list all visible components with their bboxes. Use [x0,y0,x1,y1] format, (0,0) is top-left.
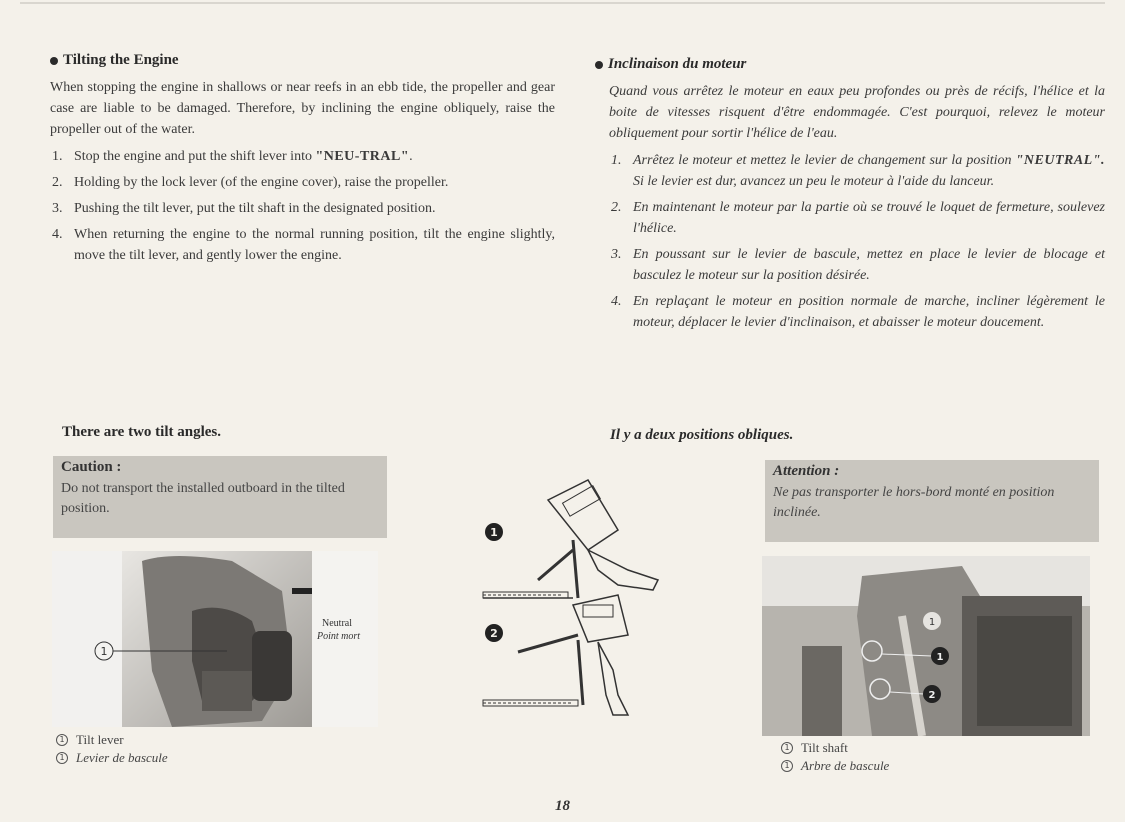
page-top-line [20,2,1105,4]
photo-callout-1: 1 [936,652,944,663]
french-step: 1. Arrêtez le moteur et mettez le levier de changement sur la position "NEUTRAL". Si le levier est dur, avancez un peu le moteur à l'aide du lanceur. [611,153,1105,189]
circled-one-icon: 1 [56,734,68,746]
diagram-callout-2: 2 [490,627,498,640]
english-step: 4. When returning the engine to the normal running position, tilt the engine slightly, move the tilt lever, and gently lower the engine. [52,227,555,263]
french-heading-text: Inclinaison du moteur [608,56,747,72]
english-subheading: There are two tilt angles. [62,424,222,440]
english-step: 3. Pushing the tilt lever, put the tilt shaft in the designated position. [52,201,436,216]
tilt-shaft-photo [762,556,1090,736]
english-step: 1. Stop the engine and put the shift lever into "NEU-TRAL". [52,149,413,164]
english-heading-text: Tilting the Engine [63,52,179,68]
french-subheading: Il y a deux positions obliques. [610,427,794,443]
french-step: 3. En poussant sur le levier de bascule, mettez en place le levier de blocage et basculez le moteur sur la position désirée. [611,247,1105,283]
french-step: 4. En replaçant le moteur en position normale de marche, incliner légèrement le moteur, déplacer le levier d'inclinaison, et abaisser le moteur doucement. [611,294,1105,330]
english-caution-box [53,456,387,538]
french-steps [609,150,1105,333]
english-caution-title: Caution : [61,459,122,475]
bullet-icon [595,61,603,69]
english-step: 2. Holding by the lock lever (of the engine cover), raise the propeller. [52,175,449,190]
tilt-angles-diagram [478,470,678,720]
english-intro: When stopping the engine in shallows or near reefs in an ebb tide, the propeller and gear case are liable to be damaged. Therefore, by inclining the engine obliquely, raise the propeller out of the water. [50,80,555,137]
english-caution-text: Do not transport the installed outboard in the tilted position. [61,481,345,516]
circled-one-icon: 1 [781,760,793,772]
english-column [50,52,555,271]
circled-one-icon: 1 [781,742,793,754]
page-number: 18 [555,798,570,814]
french-caution-text: Ne pas transporter le hors-bord monté en position inclinée. [773,485,1055,520]
photo-callout-circled-1: 1 [928,617,936,628]
circled-one-icon: 1 [56,752,68,764]
french-caution-box [765,460,1099,542]
french-heading [595,56,1105,73]
english-heading [50,52,555,69]
french-intro: Quand vous arrêtez le moteur en eaux peu profondes ou près de récifs, l'hélice et la boite de vitesses risquent d'être endommagée. C'est pourquoi, relevez le moteur obliquement pour sortir l'hélice de l'eau. [609,84,1105,141]
bullet-icon [50,57,58,65]
tilt-lever-photo [52,551,378,727]
french-step: 2. En maintenant le moteur par la partie où se trouvé le loquet de fermeture, soulevez l'hélice. [611,200,1105,236]
french-column [595,56,1105,338]
photo-callout-1: 1 [100,645,108,658]
photo-label-neutral: Neutral [322,618,352,629]
right-photo-caption: 1 Tilt shaft 1 Arbre de bascule [781,739,889,775]
photo-callout-2: 2 [928,690,936,701]
english-steps [50,146,555,266]
diagram-callout-1: 1 [490,526,498,539]
photo-label-point-mort: Point mort [317,631,361,642]
left-photo-caption: 1 Tilt lever 1 Levier de bascule [56,731,168,767]
french-caution-title: Attention : [773,463,840,479]
